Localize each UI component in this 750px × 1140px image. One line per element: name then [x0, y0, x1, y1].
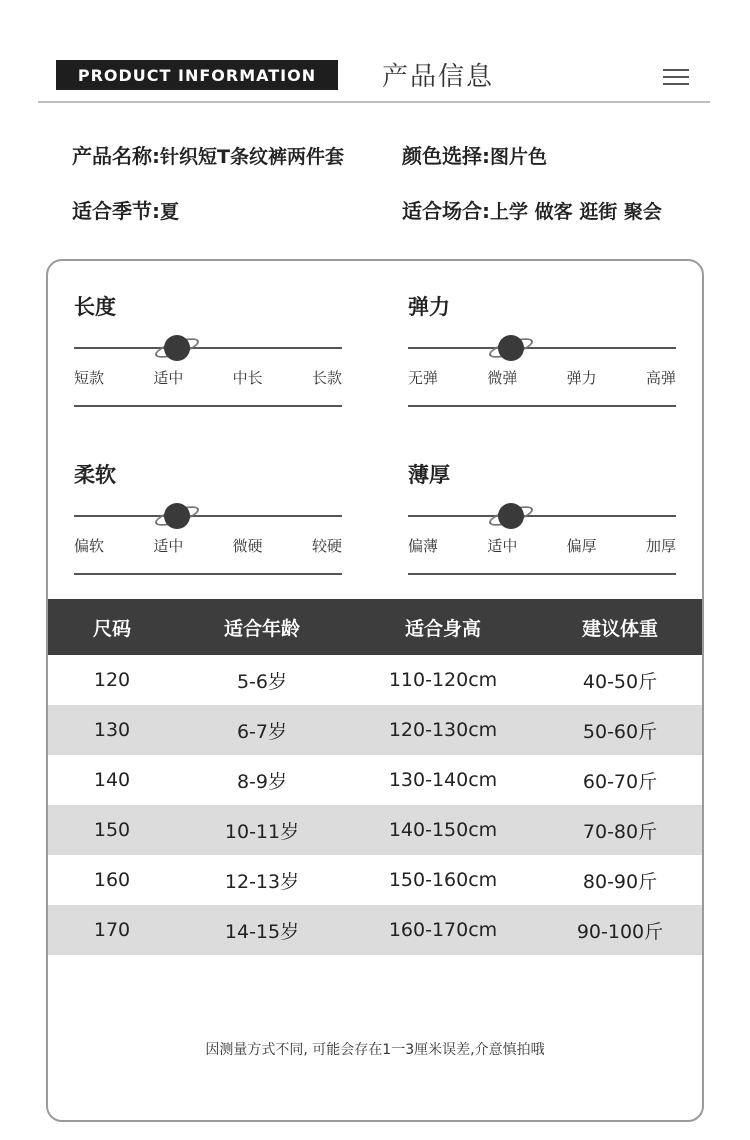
attribute-title: 弹力 — [408, 295, 450, 319]
level-label: 高弹 — [645, 369, 676, 387]
season-value: 夏 — [160, 201, 180, 223]
level-label: 适中 — [487, 537, 518, 555]
cell-age: 8-9岁 — [236, 770, 288, 793]
cell-age: 12-13岁 — [224, 870, 300, 893]
measurement-note: 因测量方式不同, 可能会存在1一3厘米误差,介意慎拍哦 — [205, 1042, 545, 1058]
table-row — [48, 855, 702, 905]
attribute-divider — [408, 573, 676, 575]
level-label: 无弹 — [408, 369, 439, 387]
cell-height: 130-140cm — [388, 769, 498, 791]
cell-size: 170 — [93, 919, 131, 941]
planet-indicator-icon — [498, 503, 524, 529]
planet-indicator-icon — [164, 503, 190, 529]
level-label: 微硬 — [232, 537, 263, 555]
level-label: 长款 — [311, 369, 342, 387]
attribute-divider — [74, 405, 342, 407]
cell-weight: 40-50斤 — [582, 670, 658, 693]
details-card — [46, 259, 704, 1122]
product-name-row — [72, 140, 344, 169]
occasion-label: 适合场合: — [402, 199, 490, 223]
level-label: 较硬 — [311, 537, 342, 555]
color-value: 图片色 — [490, 146, 548, 168]
cell-size: 140 — [93, 769, 131, 791]
season-label: 适合季节: — [72, 199, 160, 223]
product-name-value: 针织短T条纹裤两件套 — [160, 146, 344, 168]
table-row — [48, 755, 702, 805]
table-row — [48, 905, 702, 955]
header-divider — [38, 101, 710, 103]
attribute-track — [408, 347, 676, 349]
occasion-row — [402, 195, 662, 224]
occasion-value: 上学 做客 逛街 聚会 — [490, 201, 662, 223]
planet-indicator-icon — [164, 335, 190, 361]
product-information-badge: PRODUCT INFORMATION — [56, 60, 338, 90]
cell-size: 120 — [93, 669, 131, 691]
attribute-divider — [408, 405, 676, 407]
cell-weight: 90-100斤 — [576, 920, 664, 943]
cell-weight: 60-70斤 — [582, 770, 658, 793]
cell-height: 120-130cm — [388, 719, 498, 741]
column-header-weight: 建议体重 — [581, 617, 658, 640]
table-row — [48, 805, 702, 855]
planet-indicator-icon — [498, 335, 524, 361]
cell-size: 160 — [93, 869, 131, 891]
cell-height: 140-150cm — [388, 819, 498, 841]
cell-size: 130 — [93, 719, 131, 741]
product-name-label: 产品名称: — [72, 144, 160, 168]
cell-age: 5-6岁 — [236, 670, 288, 693]
size-table — [48, 599, 702, 955]
cell-age: 10-11岁 — [224, 820, 300, 843]
level-label: 适中 — [153, 537, 184, 555]
level-label: 偏薄 — [408, 537, 439, 555]
cell-height: 150-160cm — [388, 869, 498, 891]
level-label: 偏软 — [74, 537, 105, 555]
cell-weight: 50-60斤 — [582, 720, 658, 743]
level-label: 短款 — [74, 369, 105, 387]
hamburger-icon[interactable] — [663, 69, 689, 85]
attribute-title: 长度 — [74, 295, 116, 319]
level-label: 适中 — [153, 369, 184, 387]
attribute-track — [74, 515, 342, 517]
column-header-size: 尺码 — [92, 617, 131, 640]
table-row — [48, 705, 702, 755]
cell-height: 110-120cm — [388, 669, 498, 691]
color-label: 颜色选择: — [402, 144, 490, 168]
page-title: 产品信息 — [382, 62, 495, 92]
column-header-height: 适合身高 — [404, 617, 481, 640]
attribute-track — [408, 515, 676, 517]
cell-weight: 80-90斤 — [582, 870, 658, 893]
cell-height: 160-170cm — [388, 919, 498, 941]
season-row — [72, 195, 179, 224]
attribute-track — [74, 347, 342, 349]
cell-age: 6-7岁 — [236, 720, 288, 743]
attribute-title: 薄厚 — [408, 463, 450, 487]
level-label: 偏厚 — [566, 537, 597, 555]
color-row — [402, 140, 547, 169]
size-table-header — [48, 599, 702, 655]
level-label: 中长 — [232, 369, 263, 387]
cell-age: 14-15岁 — [224, 920, 300, 943]
cell-size: 150 — [93, 819, 131, 841]
cell-weight: 70-80斤 — [582, 820, 658, 843]
table-row — [48, 655, 702, 705]
level-label: 弹力 — [566, 369, 597, 387]
column-header-age: 适合年龄 — [223, 617, 300, 640]
level-label: 微弹 — [487, 369, 518, 387]
attribute-divider — [74, 573, 342, 575]
attribute-title: 柔软 — [74, 463, 116, 487]
level-label: 加厚 — [645, 537, 676, 555]
